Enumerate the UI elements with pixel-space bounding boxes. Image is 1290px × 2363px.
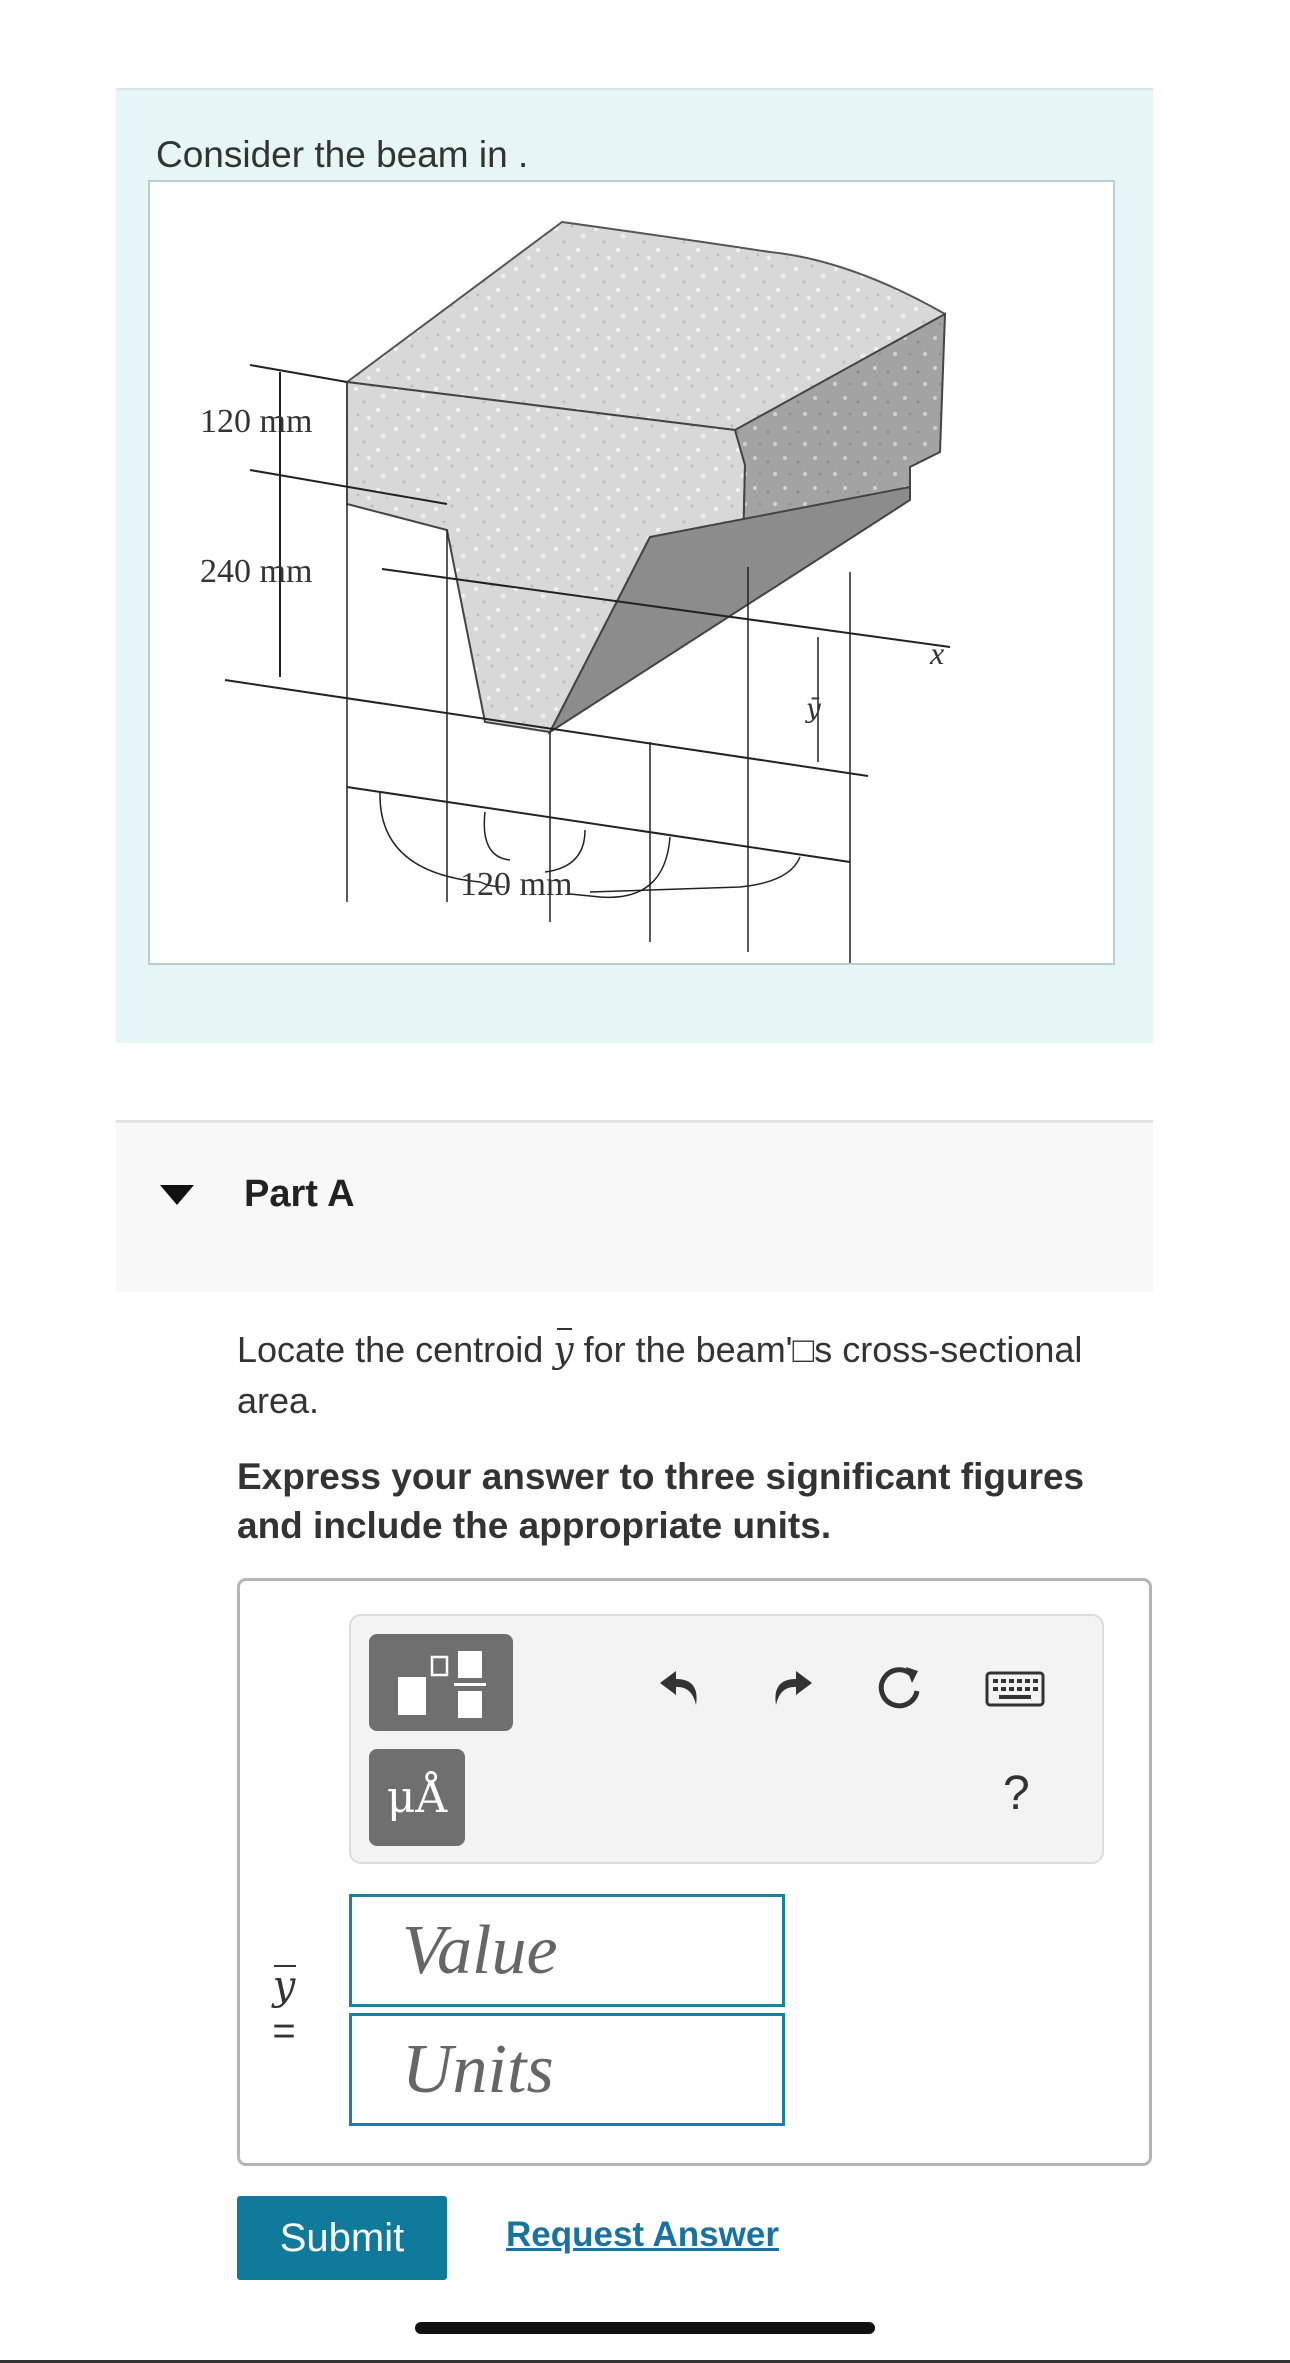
help-button[interactable]: ?: [1003, 1767, 1030, 1820]
instruction-text: Express your answer to three significant figures and include the appropriate units.: [237, 1456, 1085, 1546]
part-title: Part A: [244, 1173, 355, 1215]
intro-panel: [116, 88, 1153, 1043]
value-input[interactable]: [349, 1894, 785, 2007]
beam-figure: [148, 180, 1115, 965]
centroid-symbol: y: [553, 1326, 573, 1376]
beam-diagram: [150, 182, 1113, 963]
math-toolbar: [349, 1614, 1104, 1864]
part-a-header[interactable]: [116, 1120, 1153, 1292]
answer-variable: y: [268, 1963, 300, 2009]
question-after: for the beam'□s cross-sectional area.: [237, 1329, 1083, 1421]
keyboard-icon[interactable]: [983, 1664, 1047, 1714]
equals-sign: =: [272, 2009, 296, 2053]
intro-text: Consider the beam in .: [156, 134, 529, 175]
fraction-template-icon: [386, 1643, 496, 1723]
answer-variable-label: [268, 1963, 300, 2054]
x-axis-label: x: [930, 635, 945, 671]
request-answer-link[interactable]: Request Answer: [506, 2215, 779, 2254]
centroid-label: ȳ: [806, 694, 821, 724]
dim-label-top: 120 mm: [200, 403, 313, 440]
units-button[interactable]: μÅ: [369, 1749, 465, 1846]
reset-icon[interactable]: [867, 1656, 931, 1720]
dim-label-bottom: 120 mm: [460, 866, 573, 903]
units-input[interactable]: [349, 2013, 785, 2126]
question-before: Locate the centroid: [237, 1329, 554, 1370]
answer-box: [237, 1578, 1152, 2166]
collapse-caret-icon[interactable]: [160, 1185, 194, 1205]
submit-button[interactable]: Submit: [237, 2196, 447, 2280]
redo-icon[interactable]: [761, 1656, 821, 1716]
question-text: [237, 1325, 1137, 1426]
undo-icon[interactable]: [651, 1656, 711, 1716]
templates-button[interactable]: [369, 1634, 513, 1731]
dim-label-middle: 240 mm: [200, 553, 313, 590]
home-indicator: [415, 2322, 875, 2334]
